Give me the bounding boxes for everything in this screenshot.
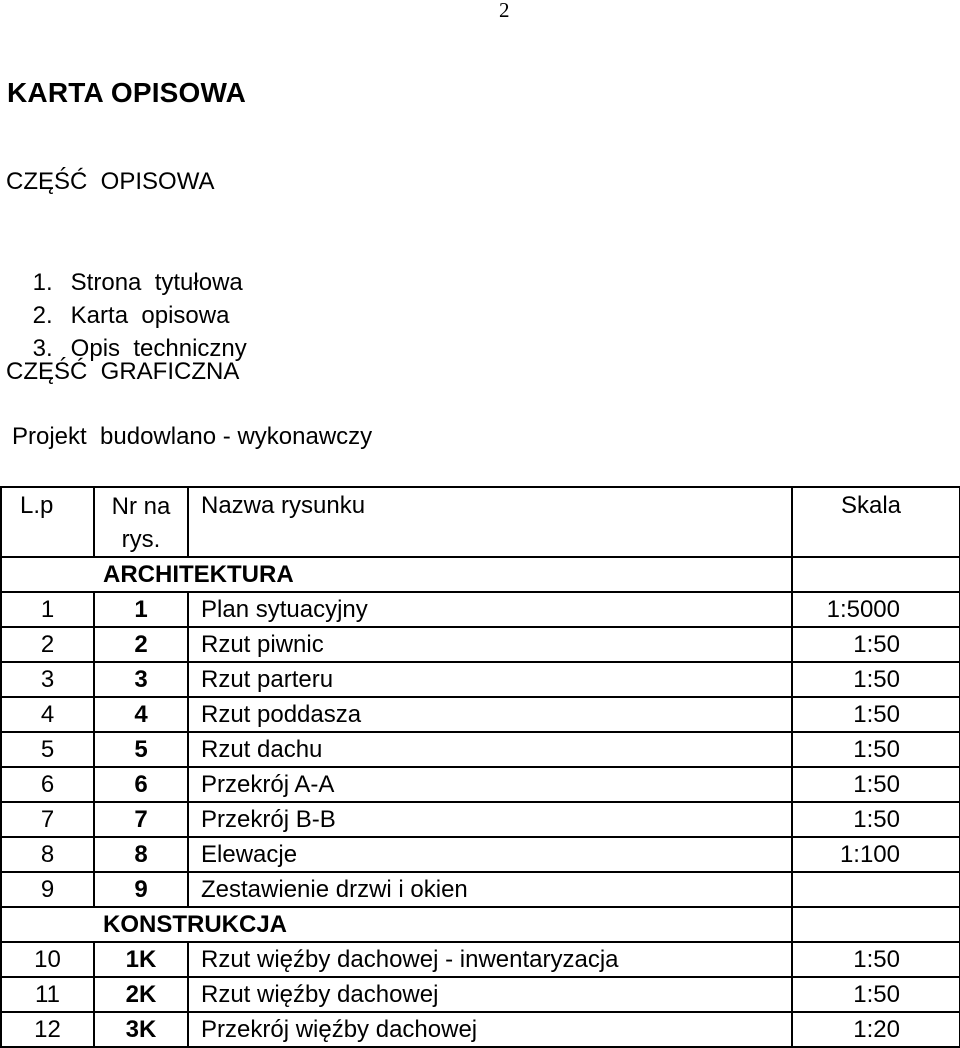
cell-drawing-number: 4 xyxy=(94,697,188,732)
cell-lp: 8 xyxy=(1,837,94,872)
table-row xyxy=(1,627,960,662)
list-item-number: 2. xyxy=(32,302,53,329)
table-row xyxy=(1,1012,960,1047)
group-scale-cell xyxy=(792,907,960,942)
cell-lp: 11 xyxy=(1,977,94,1012)
table-header-row xyxy=(1,487,960,557)
cell-drawing-name: Rzut więźby dachowej xyxy=(188,977,792,1012)
cell-drawing-number: 3 xyxy=(94,662,188,697)
list-item-label: Karta opisowa xyxy=(70,302,230,329)
cell-drawing-name: Rzut więźby dachowej - inwentaryzacja xyxy=(188,942,792,977)
cell-lp: 12 xyxy=(1,1012,94,1047)
list-item-label: Opis techniczny xyxy=(70,335,247,362)
cell-drawing-name: Przekrój B-B xyxy=(188,802,792,837)
cell-drawing-number: 1 xyxy=(94,592,188,627)
cell-lp: 1 xyxy=(1,592,94,627)
table-row xyxy=(1,977,960,1012)
list-item xyxy=(6,233,247,296)
cell-drawing-name: Przekrój więźby dachowej xyxy=(188,1012,792,1047)
table-row xyxy=(1,872,960,907)
cell-drawing-name: Plan sytuacyjny xyxy=(188,592,792,627)
table-row xyxy=(1,767,960,802)
cell-drawing-name: Przekrój A-A xyxy=(188,767,792,802)
list-item-label: Strona tytułowa xyxy=(70,269,243,296)
cell-drawing-name: Rzut piwnic xyxy=(188,627,792,662)
cell-lp: 5 xyxy=(1,732,94,767)
drawings-table xyxy=(0,486,960,1048)
cell-drawing-number: 8 xyxy=(94,837,188,872)
header-lp: L.p xyxy=(1,487,94,557)
cell-scale: 1:50 xyxy=(792,662,960,697)
cell-drawing-number: 2K xyxy=(94,977,188,1012)
cell-drawing-number: 2 xyxy=(94,627,188,662)
cell-scale xyxy=(792,872,960,907)
cell-lp: 2 xyxy=(1,627,94,662)
table-row xyxy=(1,732,960,767)
table-row xyxy=(1,802,960,837)
table-group-row xyxy=(1,557,960,592)
cell-drawing-name: Elewacje xyxy=(188,837,792,872)
cell-drawing-number: 5 xyxy=(94,732,188,767)
cell-lp: 6 xyxy=(1,767,94,802)
cell-drawing-number: 3K xyxy=(94,1012,188,1047)
cell-scale: 1:50 xyxy=(792,627,960,662)
cell-lp: 3 xyxy=(1,662,94,697)
cell-scale: 1:20 xyxy=(792,1012,960,1047)
section-heading-descriptive: CZĘŚĆ OPISOWA xyxy=(6,168,215,195)
cell-scale: 1:50 xyxy=(792,977,960,1012)
cell-drawing-number: 7 xyxy=(94,802,188,837)
header-scale: Skala xyxy=(792,487,960,557)
cell-scale: 1:50 xyxy=(792,732,960,767)
cell-drawing-name: Rzut dachu xyxy=(188,732,792,767)
table-row xyxy=(1,697,960,732)
cell-drawing-name: Rzut poddasza xyxy=(188,697,792,732)
cell-scale: 1:50 xyxy=(792,942,960,977)
header-drawing-name: Nazwa rysunku xyxy=(188,487,792,557)
header-drawing-number: Nr na rys. xyxy=(94,487,188,557)
list-item-number: 1. xyxy=(32,269,53,296)
cell-drawing-name: Rzut parteru xyxy=(188,662,792,697)
cell-scale: 1:50 xyxy=(792,767,960,802)
cell-lp: 4 xyxy=(1,697,94,732)
table-row xyxy=(1,837,960,872)
page-number: 2 xyxy=(499,0,510,22)
table-row xyxy=(1,592,960,627)
table-row xyxy=(1,942,960,977)
cell-scale: 1:50 xyxy=(792,802,960,837)
cell-drawing-name: Zestawienie drzwi i okien xyxy=(188,872,792,907)
group-label: KONSTRUKCJA xyxy=(1,907,792,942)
list-item-number: 3. xyxy=(32,335,53,362)
cell-drawing-number: 6 xyxy=(94,767,188,802)
table-group-row xyxy=(1,907,960,942)
cell-lp: 10 xyxy=(1,942,94,977)
descriptive-contents-list xyxy=(6,233,247,362)
cell-lp: 9 xyxy=(1,872,94,907)
cell-drawing-number: 9 xyxy=(94,872,188,907)
cell-scale: 1:50 xyxy=(792,697,960,732)
cell-drawing-number: 1K xyxy=(94,942,188,977)
cell-lp: 7 xyxy=(1,802,94,837)
group-scale-cell xyxy=(792,557,960,592)
table-row xyxy=(1,662,960,697)
cell-scale: 1:5000 xyxy=(792,592,960,627)
group-label: ARCHITEKTURA xyxy=(1,557,792,592)
project-type: Projekt budowlano - wykonawczy xyxy=(12,423,373,450)
section-heading-graphic: CZĘŚĆ GRAFICZNA xyxy=(6,358,240,385)
cell-scale: 1:100 xyxy=(792,837,960,872)
document-title: KARTA OPISOWA xyxy=(7,77,247,108)
